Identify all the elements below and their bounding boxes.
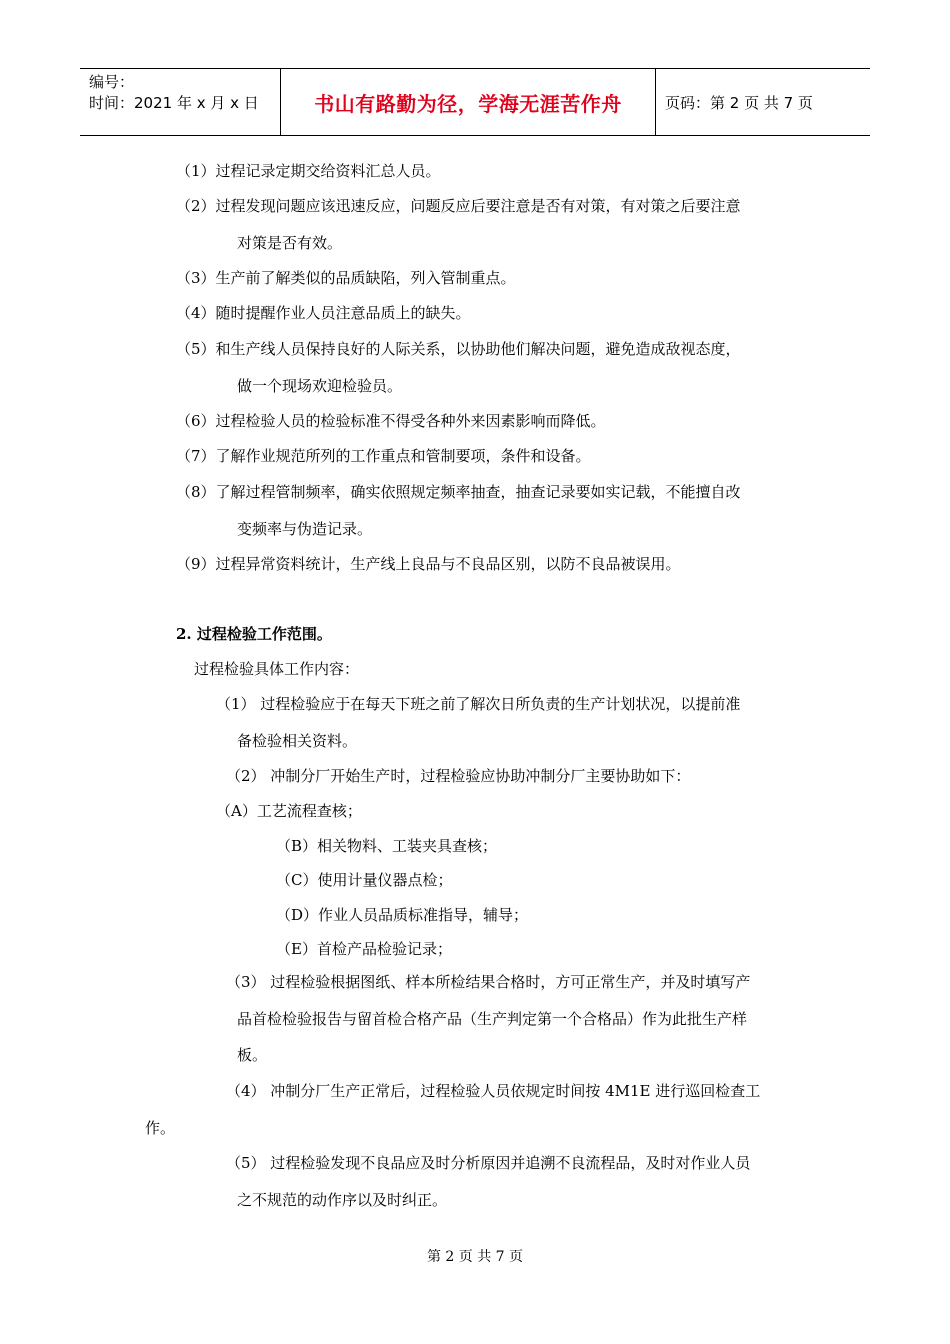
list-item-continuation: 作。 [145, 1119, 176, 1137]
list-item: （2）过程发现问题应该迅速反应，问题反应后要注意是否有对策，有对策之后要注意 [176, 197, 741, 215]
list-item: （5）和生产线人员保持良好的人际关系，以协助他们解决问题，避免造成敌视态度， [176, 340, 741, 358]
list-item: （6）过程检验人员的检验标准不得受各种外来因素影响而降低。 [176, 412, 606, 430]
motto: 书山有路勤为径，学海无涯苦作舟 [280, 69, 656, 135]
sub-item: （E）首检产品检验记录； [276, 940, 452, 958]
list-item: （4）随时提醒作业人员注意品质上的缺失。 [176, 304, 471, 322]
sub-item: （B）相关物料、工装夹具查核； [276, 837, 498, 855]
date-label: 时间：2021 年 x 月 x 日 [89, 94, 259, 112]
number-label: 编号： [89, 73, 135, 91]
list-item-continuation: 做一个现场欢迎检验员。 [237, 377, 403, 395]
sub-item: （D）作业人员品质标准指导，辅导； [276, 906, 529, 924]
page-footer: 第 2 页 共 7 页 [426, 1249, 524, 1265]
sub-item: （C）使用计量仪器点检； [276, 871, 453, 889]
list-item: （8）了解过程管制频率，确实依照规定频率抽查，抽查记录要如实记载，不能擅自改 [176, 483, 741, 501]
list-item-continuation: 之不规范的动作序以及时纠正。 [237, 1191, 448, 1209]
list-item-continuation: 变频率与伪造记录。 [237, 520, 373, 538]
list-item: （4） 冲制分厂生产正常后，过程检验人员依规定时间按 4M1E 进行巡回检查工 [226, 1082, 761, 1100]
list-item: （3） 过程检验根据图纸、样本所检结果合格时，方可正常生产，并及时填写产 [226, 973, 751, 991]
sub-item: （A）工艺流程查核； [216, 802, 362, 820]
section-intro: 过程检验具体工作内容： [194, 660, 360, 678]
list-item-continuation: 对策是否有效。 [237, 234, 343, 252]
list-item: （3）生产前了解类似的品质缺陷，列入管制重点。 [176, 269, 516, 287]
section-heading: 2. 过程检验工作范围。 [176, 625, 332, 643]
list-item: （1）过程记录定期交给资料汇总人员。 [176, 162, 441, 180]
list-item-continuation: 备检验相关资料。 [237, 732, 358, 750]
list-item: （1） 过程检验应于在每天下班之前了解次日所负责的生产计划状况，以提前准 [216, 695, 741, 713]
list-item: （9）过程异常资料统计，生产线上良品与不良品区别，以防不良品被误用。 [176, 555, 681, 573]
list-item: （7）了解作业规范所列的工作重点和管制要项，条件和设备。 [176, 447, 591, 465]
header-meta [80, 69, 280, 135]
list-item-continuation: 板。 [237, 1046, 268, 1064]
list-item-continuation: 品首检检验报告与留首检合格产品（生产判定第一个合格品）作为此批生产样 [237, 1010, 748, 1028]
list-item: （5） 过程检验发现不良品应及时分析原因并追溯不良流程品，及时对作业人员 [226, 1154, 751, 1172]
header-table [80, 68, 870, 136]
page-label: 页码：第 2 页 共 7 页 [665, 93, 813, 112]
list-item: （2） 冲制分厂开始生产时，过程检验应协助冲制分厂主要协助如下： [226, 767, 691, 785]
